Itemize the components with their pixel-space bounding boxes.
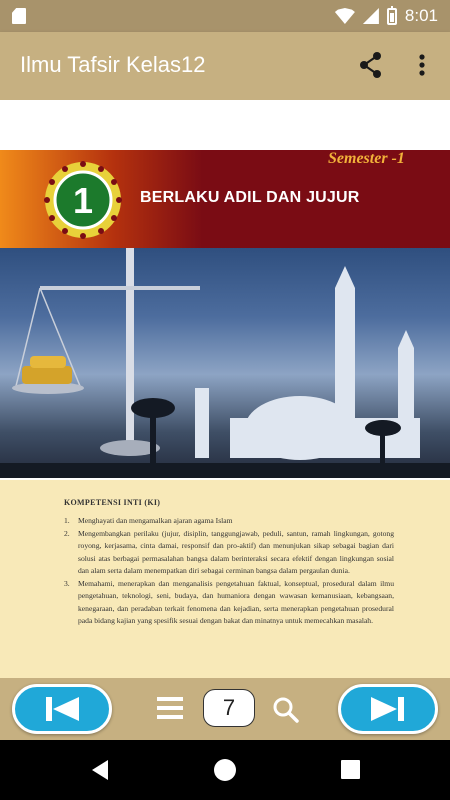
chapter-number: 1 (72, 180, 94, 221)
balance-scale (12, 248, 200, 456)
app-bar (0, 32, 450, 100)
book-page[interactable] (0, 100, 450, 678)
status-icons (335, 0, 438, 32)
chapter-badge-icon (34, 160, 132, 240)
status-bar (0, 0, 450, 32)
ki-list (64, 515, 394, 628)
page-number-input[interactable]: 7 (203, 689, 255, 727)
menu-button[interactable] (155, 694, 185, 722)
search-icon (270, 694, 302, 726)
chapter-illustration (0, 248, 450, 478)
more-options-button[interactable] (412, 50, 432, 80)
reader-toolbar (0, 678, 450, 740)
skip-previous-icon (15, 687, 109, 731)
more-vert-icon (412, 50, 432, 80)
list-item: 1. Menghayati dan mengamalkan ajaran agama Islam (64, 516, 233, 525)
app-title: Ilmu Tafsir Kelas12 (20, 52, 206, 77)
search-button[interactable] (270, 694, 302, 726)
wifi-icon (335, 8, 355, 24)
home-icon[interactable] (214, 759, 236, 781)
chapter-header (0, 150, 450, 248)
skip-next-icon (341, 687, 435, 731)
palm-trees (0, 398, 450, 478)
previous-page-button[interactable] (12, 684, 112, 734)
list-item: 2. Mengembangkan perilaku (jujur, disiplin, tanggungjawab, peduli, santun, ramah lingkungan, gotong royong, kerjasama, cinta damai, responsif dan pro-aktif) dan menunjukan sikap sebagai bagian dari solusi atas berbagai permasalahan bangsa dalam berinteraksi secara efektif dengan lingkungan sosial dan alam serta dalam menempatkan diri sebagai cerminan bangsa dalam pergaulan dunia. (64, 528, 394, 575)
mosque-scale-image (0, 248, 450, 478)
back-icon[interactable] (90, 759, 110, 781)
doc-heading: KOMPETENSI INTI (KI) (64, 498, 161, 507)
next-page-button[interactable] (338, 684, 438, 734)
recents-icon[interactable] (341, 760, 360, 779)
menu-icon (157, 697, 183, 701)
semester-label: Semester -1 (328, 150, 405, 167)
chapter-title: BERLAKU ADIL DAN JUJUR (140, 189, 360, 206)
share-icon (356, 50, 386, 80)
share-button[interactable] (356, 50, 386, 80)
document-text (0, 480, 450, 678)
sd-card-icon (12, 8, 26, 24)
signal-icon (363, 8, 379, 24)
list-item: 3. Memahami, menerapkan dan menganalisis pengetahuan faktual, konseptual, prosedural dalam ilmu pengetahuan, teknologi, seni, budaya, dan humaniora dengan wawasan kemanusiaan, kebangsaan, kenegaraan, dan peradaban terkait fenomena dan kejadian, serta menerapkan pengetahuan prosedural pada bidang kajian yang spesifik sesuai dengan bakat dan minatnya untuk memecahkan masalah. (64, 578, 394, 625)
status-time: 8:01 (404, 6, 438, 25)
battery-charging-icon (387, 8, 397, 25)
system-nav-bar (0, 740, 450, 800)
